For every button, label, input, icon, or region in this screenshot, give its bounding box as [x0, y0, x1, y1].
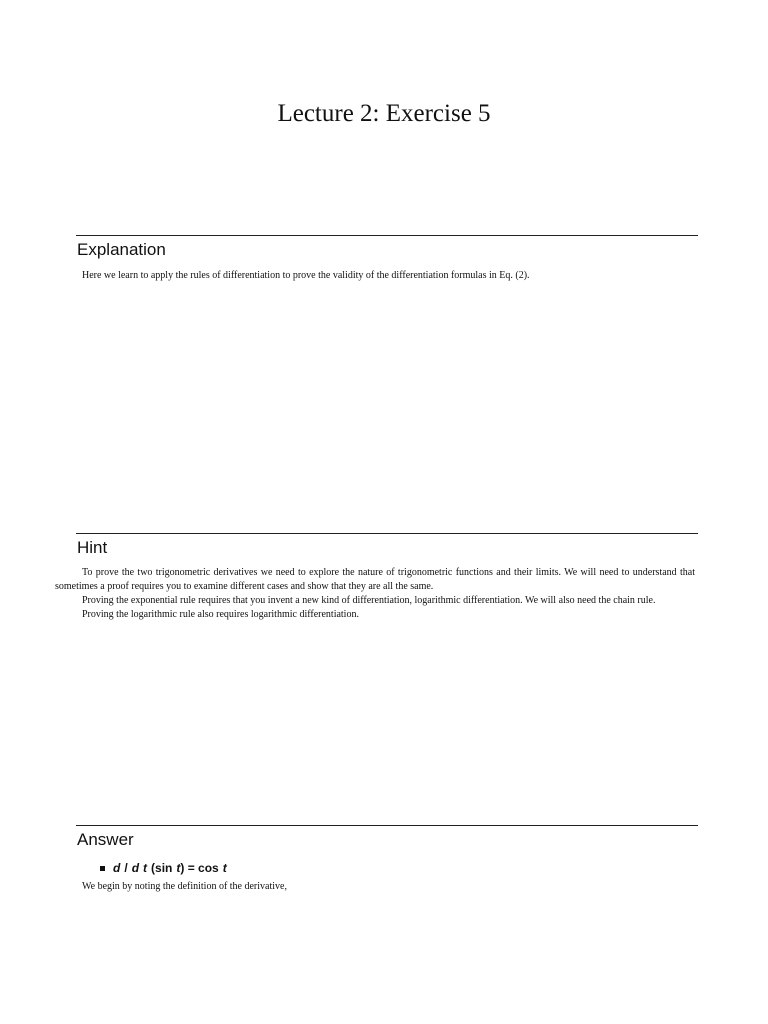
answer-text: We begin by noting the definition of the derivative, — [82, 881, 287, 892]
hint-paragraph: To prove the two trigonometric derivatives we need to explore the nature of trigonometric functions and their limits. We will need to understand that sometimes a proof requires you to examine different cases and show that they are all the same. — [55, 567, 695, 592]
section-heading-hint: Hint — [77, 538, 108, 557]
answer-bullet-item — [100, 861, 227, 875]
section-divider-answer — [76, 825, 698, 826]
section-heading-explanation: Explanation — [77, 240, 166, 259]
bullet-square-icon — [100, 866, 105, 871]
hint-paragraph: Proving the logarithmic rule also requires logarithmic differentiation. — [82, 609, 359, 620]
math-t: t — [143, 861, 148, 875]
explanation-text: Here we learn to apply the rules of differentiation to prove the validity of the differentiation formulas in Eq. (2). — [82, 270, 530, 281]
section-divider-explanation — [76, 235, 698, 236]
hint-paragraph: Proving the exponential rule requires that you invent a new kind of differentiation, logarithmic differentiation. We will also need the chain rule. — [82, 595, 656, 606]
math-t: t — [176, 861, 181, 875]
section-heading-answer: Answer — [77, 830, 134, 849]
math-slash: / — [124, 861, 128, 875]
math-cos-close: ) = cos — [180, 861, 219, 875]
page-title: Lecture 2: Exercise 5 — [277, 100, 491, 127]
math-d: d — [131, 861, 140, 875]
math-t: t — [222, 861, 227, 875]
section-divider-hint — [76, 533, 698, 534]
math-sin-open: (sin — [151, 861, 173, 875]
math-d: d — [113, 861, 121, 875]
hint-text-block — [55, 566, 695, 622]
